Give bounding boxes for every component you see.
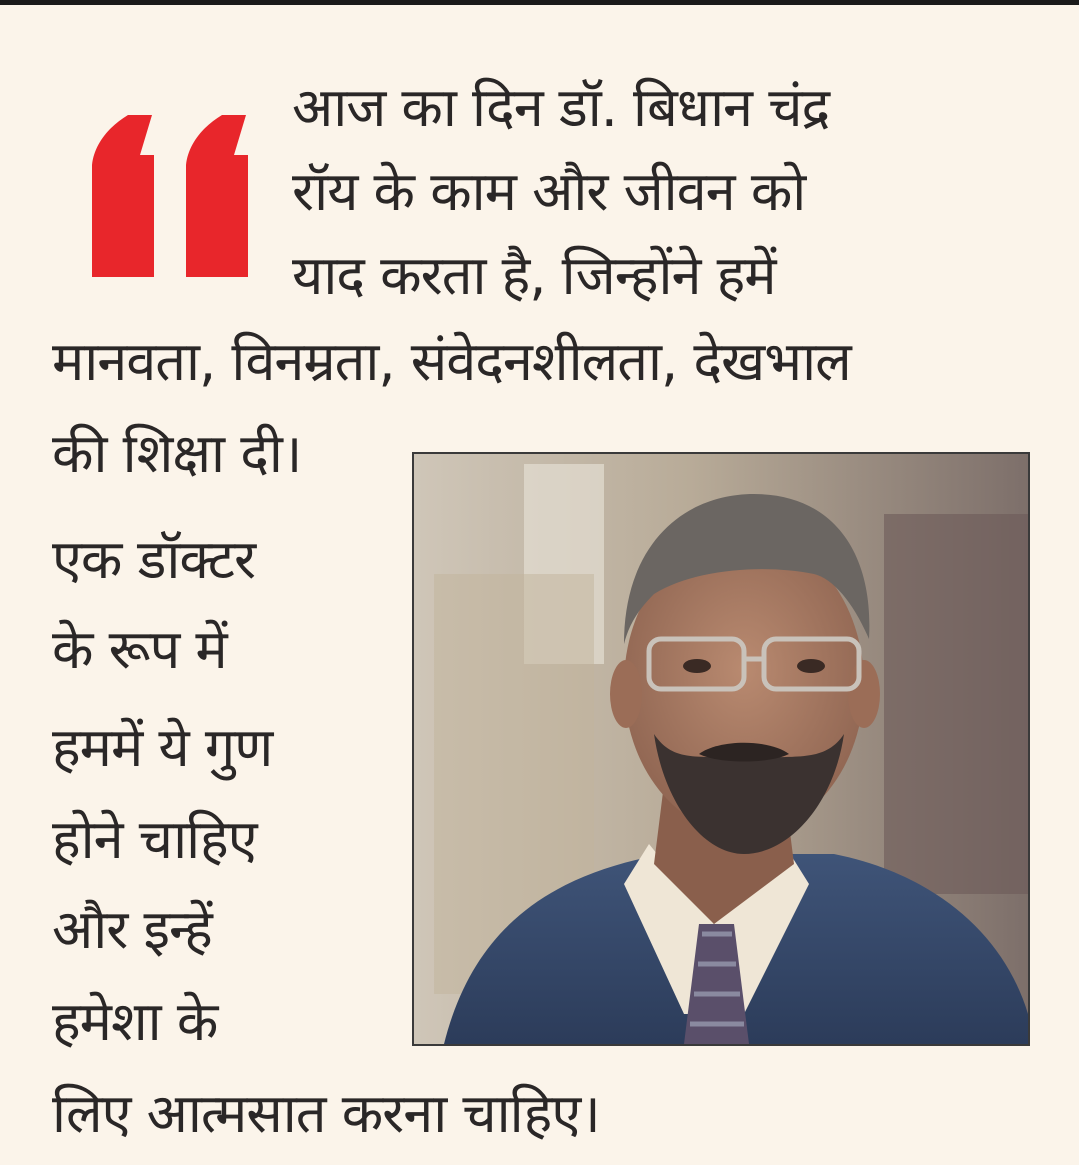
quote-line-2: रॉय के काम और जीवन को [292, 160, 806, 223]
top-rule [0, 0, 1079, 5]
quote-line-5: की शिक्षा दी। [52, 422, 302, 485]
quote-line-1: आज का दिन डॉ. बिधान चंद्र [292, 76, 830, 139]
portrait-illustration [414, 454, 1028, 1044]
quote-line-8: हममें ये गुण [52, 716, 273, 779]
quote-line-7: के रूप में [52, 618, 227, 681]
quote-line-12: लिए आत्मसात करना चाहिए। [52, 1082, 600, 1145]
red-quote-mark-icon [80, 95, 260, 285]
portrait-photo [412, 452, 1030, 1046]
quote-line-3: याद करता है, जिन्होंने हमें [292, 244, 776, 307]
quote-line-6: एक डॉक्टर [52, 528, 256, 591]
quote-line-10: और इन्हें [52, 898, 212, 961]
quote-line-4: मानवता, विनम्रता, संवेदनशीलता, देखभाल [52, 330, 851, 393]
quote-line-11: हमेशा के [52, 990, 218, 1053]
quote-line-9: होने चाहिए [52, 808, 257, 871]
